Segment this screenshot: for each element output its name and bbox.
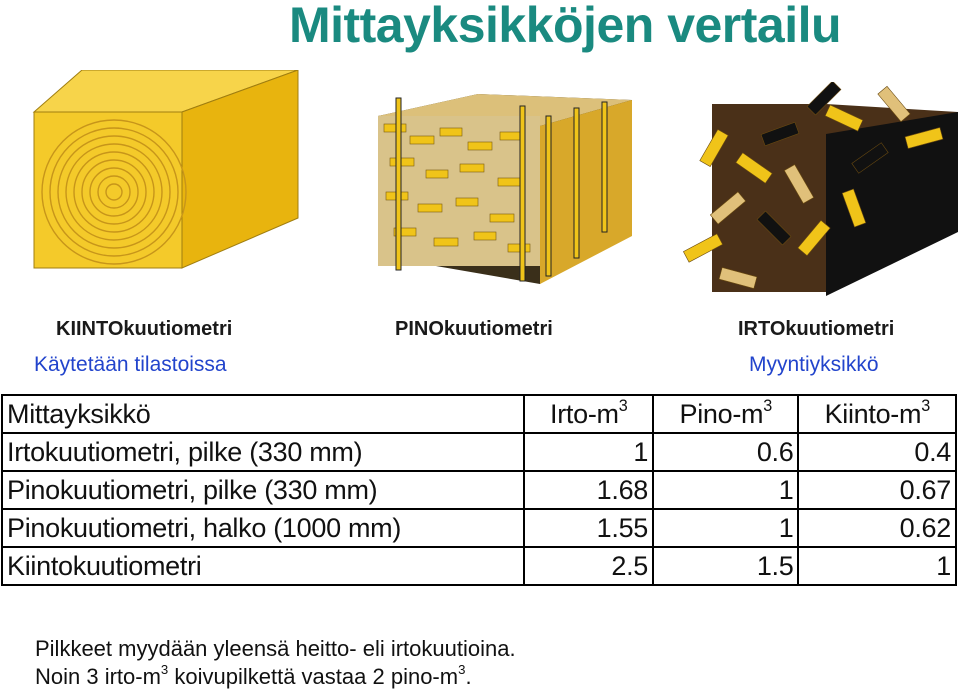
cell-value: 0.4 [798, 433, 956, 471]
solid-cubic-meter-usage: Käytetään tilastoissa [34, 353, 227, 376]
cell-value: 1.5 [653, 547, 798, 585]
table-header-row [2, 395, 956, 433]
note-line-2: Noin 3 irto-$m^3$ koivupilkettä vastaa 2 pino-$m^3$. [35, 662, 472, 689]
solid-cube-illustration [22, 70, 302, 270]
row-label: Pinokuutiometri, halko (1000 mm) [2, 509, 524, 547]
loose-cubic-meter-usage: Myyntiyksikkö [749, 353, 879, 376]
table-row [2, 471, 956, 509]
table-row [2, 509, 956, 547]
note-line-1: Pilkkeet myydään yleensä heitto- eli irtokuutioina. [35, 636, 516, 661]
stacked-wood-illustration [370, 86, 640, 286]
header-loose: Irto-$m^3$ [524, 395, 653, 433]
table-row [2, 433, 956, 471]
cell-value: 1.55 [524, 509, 653, 547]
header-stacked: Pino-$m^3$ [653, 395, 798, 433]
cell-value: 1.68 [524, 471, 653, 509]
table-row [2, 547, 956, 585]
stacked-cubic-meter-label: PINOkuutiometri [395, 318, 553, 340]
cell-value: 0.62 [798, 509, 956, 547]
cell-value: 1 [653, 509, 798, 547]
page-title: Mittayksikköjen vertailu [288, 0, 842, 53]
cell-value: 1 [798, 547, 956, 585]
loose-wood-illustration [676, 82, 960, 304]
cell-value: 1 [524, 433, 653, 471]
header-unit: Mittayksikkö [2, 395, 524, 433]
cell-value: 0.67 [798, 471, 956, 509]
unit-comparison-table [1, 394, 957, 586]
cell-value: 1 [653, 471, 798, 509]
loose-cubic-meter-label: IRTOkuutiometri [738, 318, 895, 340]
solid-cubic-meter-label: KIINTOkuutiometri [56, 318, 233, 340]
header-solid: Kiinto-$m^3$ [798, 395, 956, 433]
cell-value: 0.6 [653, 433, 798, 471]
cell-value: 2.5 [524, 547, 653, 585]
row-label: Irtokuutiometri, pilke (330 mm) [2, 433, 524, 471]
row-label: Pinokuutiometri, pilke (330 mm) [2, 471, 524, 509]
row-label: Kiintokuutiometri [2, 547, 524, 585]
